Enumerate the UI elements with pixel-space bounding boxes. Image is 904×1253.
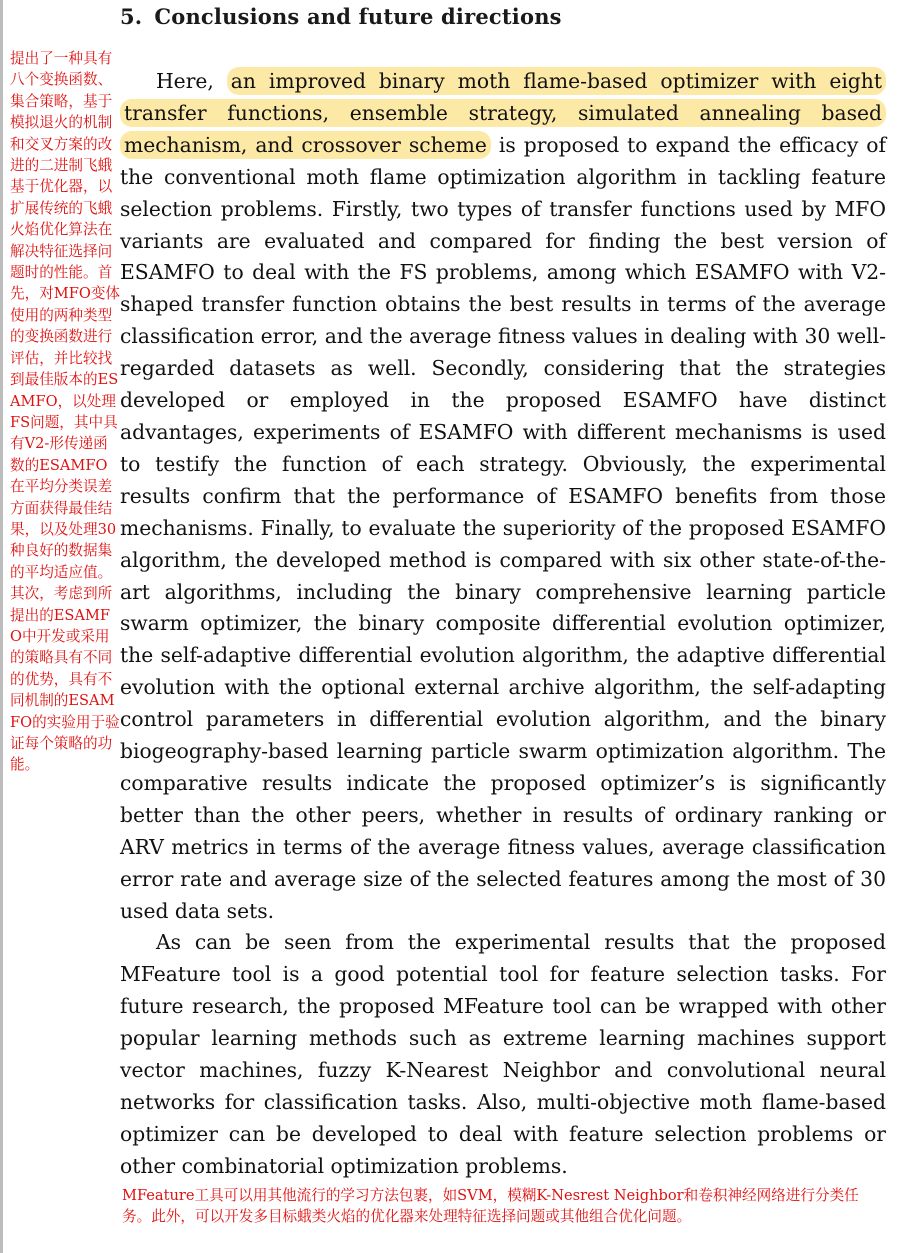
highlighted-text[interactable]: an improved binary moth flame-based optimizer with eight transfer functions, ensemble strategy, simulated annealing based mechanism, and crossover scheme [120,67,886,159]
section-title: Conclusions and future directions [154,4,562,29]
paragraph-1-body: is proposed to expand the efficacy of the conventional moth flame optimization algorithm in tackling feature selection problems. Firstly, two types of transfer functions used by MFO variants are evaluated and compared for finding the best version of ESAMFO to deal with the FS problems, among which ESAMFO with V2-shaped transfer function obtains the best results in terms of the average classification error, and the average fitness values in dealing with 30 well-regarded datasets as well. Secondly, considering that the strategies developed or employed in the proposed ESAMFO have distinct advantages, experiments of ESAMFO with different mechanisms is used to testify the function of each strategy. Obviously, the experimental results confirm that the performance of ESAMFO benefits from those mechanisms. Finally, to evaluate the superiority of the proposed ESAMFO algorithm, the developed method is compared with six other state-of-the-art algorithms, including the binary comprehensive learning particle swarm optimizer, the binary composite differential evolution optimizer, the self-adaptive differential evolution algorithm, the adaptive differential evolution with the optional external archive algorithm, the self-adapting control parameters in differential evolution algorithm, and the binary biogeography-based learning particle swarm optimization algorithm. The comparative results indicate the proposed optimizer’s is significantly better than the other peers, whether in results of ordinary ranking or ARV metrics in terms of the average fitness values, average classification error rate and average size of the selected features among the most of 30 used data sets. [120,132,886,923]
section-number: 5. [120,4,143,29]
paragraph-1 [120,66,886,927]
paragraph-2: As can be seen from the experimental results that the proposed MFeature tool is a good potential tool for feature selection tasks. For future research, the proposed MFeature tool can be wrapped with other popular learning methods such as extreme learning machines support vector machines, fuzzy K-Nearest Neighbor and convolutional neural networks for classification tasks. Also, multi-objective moth flame-based optimizer can be developed to deal with feature selection problems or other combinatorial optimization problems. [120,930,886,1178]
section-heading [120,4,562,29]
bottom-annotation: MFeature工具可以用其他流行的学习方法包裹，如SVM，模糊K-Nesrest Neighbor和卷积神经网络进行分类任务。此外，可以开发多目标蛾类火焰的优化器来处理特征选择问题或其他组合优化问题。 [122,1187,859,1225]
body-text-column [120,66,886,1183]
margin-annotation: 提出了一种具有八个变换函数、集合策略，基于模拟退火的机制和交叉方案的改进的二进制飞蛾基于优化器，以扩展传统的飞蛾火焰优化算法在解决特征选择问题时的性能。首先，对MFO变体使用的两种类型的变换函数进行评估，并比较找到最佳版本的ESAMFO，以处理FS问题，其中具有V2-形传递函数的ESAMFO在平均分类误差方面获得最佳结果，以及处理30种良好的数据集的平均适应值。其次，考虑到所提出的ESAMFO中开发或采用的策略具有不同的优势，具有不同机制的ESAMFO的实验用于验证每个策略的功能。 [10,50,121,774]
paragraph-1-lead: Here, [156,69,227,93]
page-left-border [0,0,3,1253]
